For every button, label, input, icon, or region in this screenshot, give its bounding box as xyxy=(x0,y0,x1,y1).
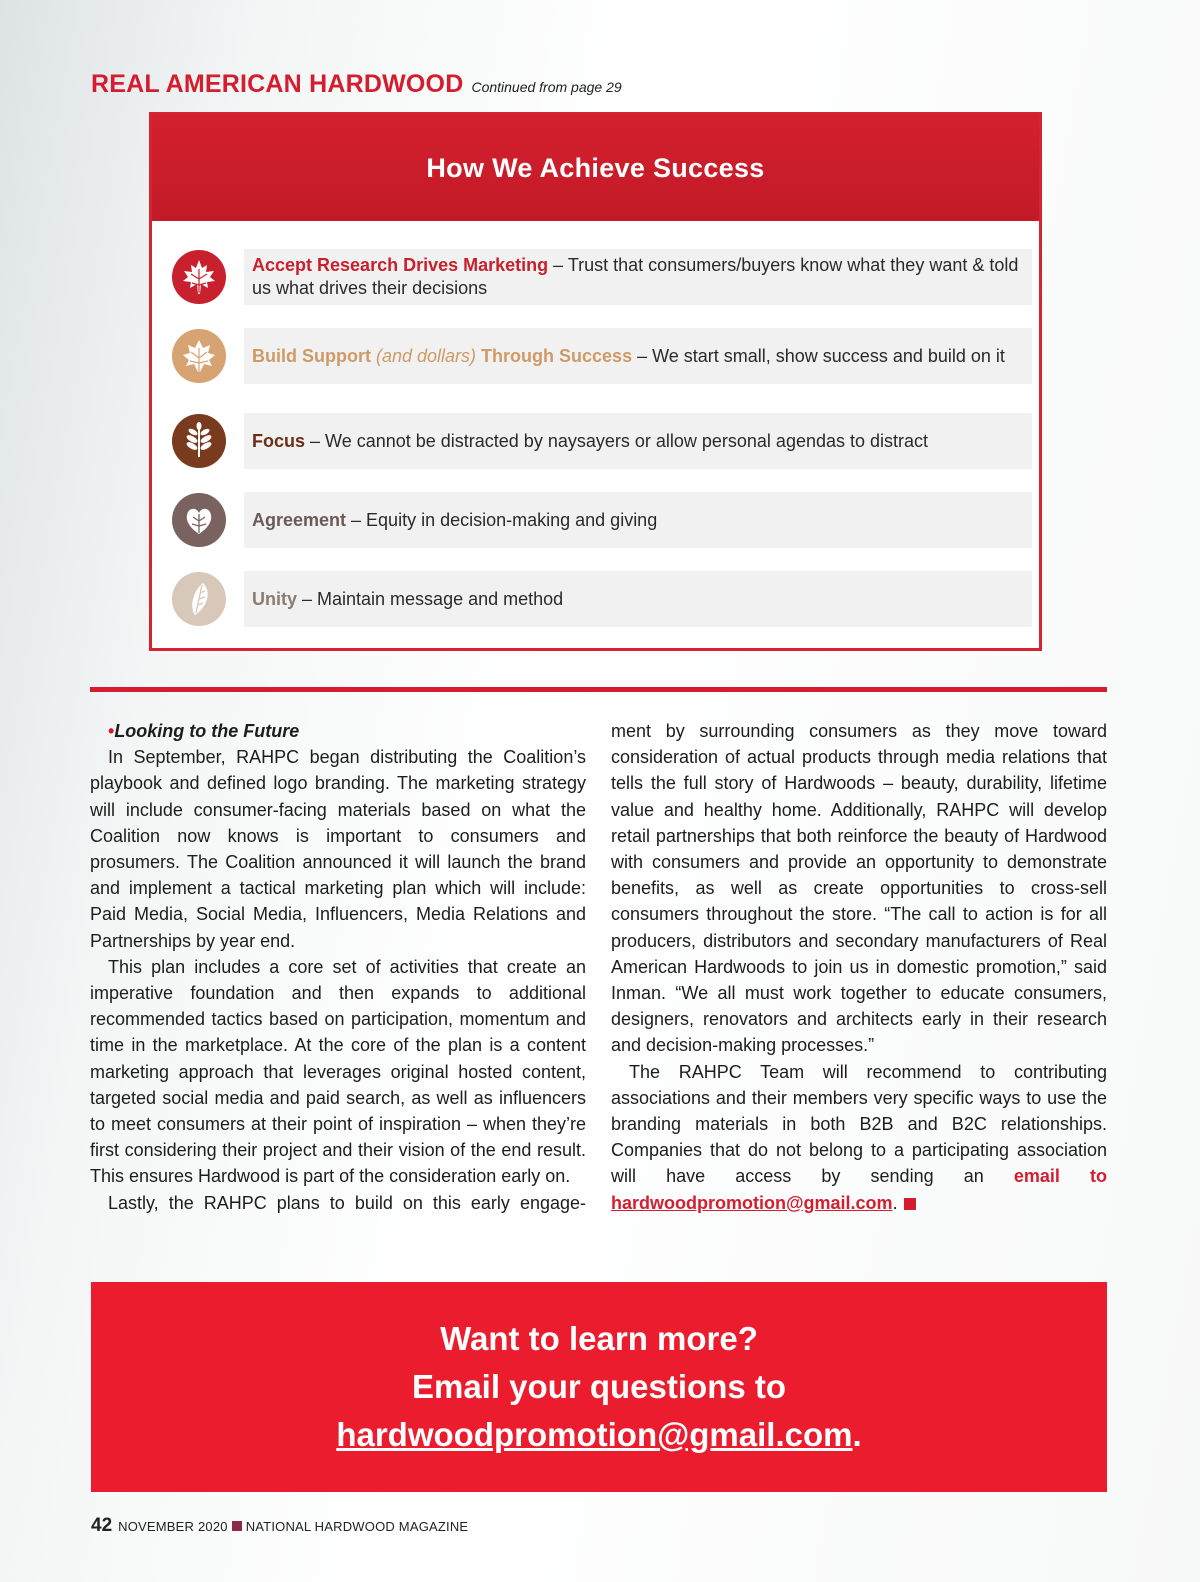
section-title: REAL AMERICAN HARDWOOD xyxy=(91,70,464,98)
bullet: • xyxy=(108,721,115,741)
list-item-text xyxy=(244,328,1032,384)
cta-email-link[interactable]: hardwoodpromotion@gmail.com xyxy=(336,1416,853,1453)
item-text: – We start small, show success and build on it xyxy=(632,345,1005,366)
paragraph xyxy=(611,1059,1107,1216)
page-header xyxy=(91,70,622,99)
email-address[interactable]: hardwoodpromotion@gmail.com xyxy=(611,1192,893,1213)
item-lead-italic: (and dollars) xyxy=(370,345,482,366)
item-text: – We cannot be distracted by naysayers or allow personal agendas to distract xyxy=(305,430,929,451)
subhead xyxy=(90,718,586,744)
list-item-text xyxy=(244,249,1032,305)
list-item-text xyxy=(244,492,1032,548)
article-column-right xyxy=(611,718,1107,1216)
cta-banner xyxy=(91,1282,1107,1492)
subhead-text: Looking to the Future xyxy=(114,721,300,741)
list-item xyxy=(152,328,1039,384)
section-divider xyxy=(90,687,1107,692)
leaf-icon xyxy=(172,329,226,383)
page-number: 42 xyxy=(91,1515,113,1536)
paragraph: In September, RAHPC began distributing the Coalition’s playbook and defined logo branding. The marketing strategy will include consumer-facing materials based on what the Coalition now knows is important to consumers and prosumers. The Coalition announced it will launch the brand and implement a tactical marketing plan which will include: Paid Media, Social Media, Influencers, Media Relations and Partnerships by year end. xyxy=(90,747,586,951)
cta-period: . xyxy=(852,1416,862,1453)
willow-leaf-icon xyxy=(172,572,226,626)
paragraph: Lastly, the RAHPC plans to build on this early engage- xyxy=(108,1192,586,1213)
magazine-name: NATIONAL HARDWOOD MAGAZINE xyxy=(245,1518,469,1534)
panel-title: How We Achieve Success xyxy=(426,152,765,183)
item-lead: Build Support xyxy=(252,345,371,366)
issue-date: NOVEMBER 2020 xyxy=(118,1518,228,1534)
paragraph-text: The RAHPC Team will recommend to contributing associations and their members very specific ways to use the branding materials in both B2B and B2C relationships. Companies that do not belong to a participating association will have access by sending an xyxy=(611,1061,1107,1187)
paragraph: ment by surrounding consumers as they move toward consideration of actual products through media relations that tells the full story of Hardwoods – beauty, durability, lifetime value and healthy home. Additionally, RAHPC will develop retail partnerships that both reinforce the beauty of Hardwood with consumers and provide an opportunity to demonstrate benefits, as well as create opportunities to cross-sell consumers throughout the store. “The call to action is for all producers, distributors and secondary manufacturers of Real American Hardwoods to join us in domestic promotion,” said Inman. “We all must work together to educate consumers, designers, renovators and architects early in their research and decision-making processes.” xyxy=(611,721,1107,1056)
list-item xyxy=(152,249,1039,305)
paragraph: This plan includes a core set of activities that create an imperative foundation and then expands to additional recommended tactics based on participation, momentum and time in the marketplace. At the core of the plan is a content marketing approach that leverages original hosted content, targeted social media and paid search, as well as influencers to meet consumers at their point of inspiration – when they’re first considering their project and their vision of the end result. This ensures Hardwood is part of the consideration early on. xyxy=(90,956,586,1187)
list-item-text xyxy=(244,571,1032,627)
separator-square-icon xyxy=(232,1521,242,1531)
item-lead-2: Through Success xyxy=(481,345,633,366)
continued-note: Continued from page 29 xyxy=(471,79,622,95)
item-text: – Maintain message and method xyxy=(297,588,564,609)
cta-line-2: Email your questions to xyxy=(411,1368,787,1405)
article-column-left xyxy=(90,718,586,1216)
email-prefix: email to xyxy=(1013,1166,1107,1187)
list-item xyxy=(152,413,1039,469)
end-mark-icon xyxy=(904,1198,916,1210)
heart-leaf-icon xyxy=(172,493,226,547)
item-lead: Unity xyxy=(252,588,297,609)
list-item xyxy=(152,571,1039,627)
item-lead: Agreement xyxy=(252,509,347,530)
cta-line-3 xyxy=(336,1411,861,1459)
cta-line-1: Want to learn more? xyxy=(440,1320,758,1357)
item-lead: Focus xyxy=(252,430,306,451)
fern-leaf-icon xyxy=(172,414,226,468)
period: . xyxy=(892,1192,898,1213)
list-item xyxy=(152,492,1039,548)
maple-leaf-icon xyxy=(172,250,226,304)
panel-header xyxy=(152,115,1039,221)
item-lead: Accept Research Drives Marketing xyxy=(252,255,549,275)
item-text: – Trust that consumers/buyers know what they want & told us what drives their decisions xyxy=(252,255,1019,298)
item-text: – Equity in decision-making and giving xyxy=(346,509,658,530)
list-item-text xyxy=(244,413,1032,469)
page-footer xyxy=(91,1515,468,1537)
success-panel xyxy=(149,112,1042,651)
